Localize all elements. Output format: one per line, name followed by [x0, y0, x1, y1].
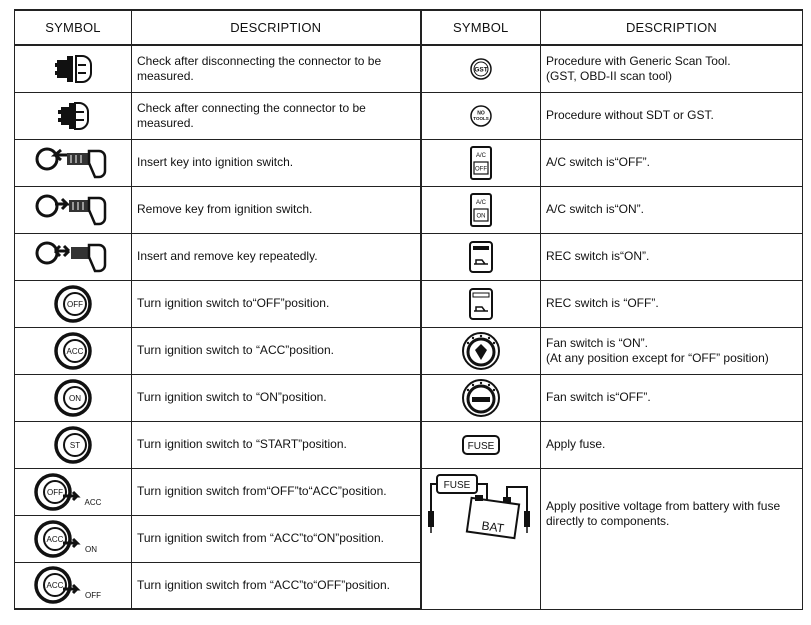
symbol-cell: [15, 421, 132, 468]
ac-switch-off-icon: [469, 145, 493, 181]
ac-switch-on-icon: [469, 192, 493, 228]
description-cell: Check after connecting the connector to be measured.: [132, 92, 421, 139]
ignition-on-icon: [53, 378, 93, 418]
connector-disconnected-icon: [53, 52, 93, 86]
svg-text:OFF: OFF: [474, 166, 487, 172]
svg-text:TOOLS: TOOLS: [473, 115, 489, 121]
remove-key-icon: [35, 192, 111, 228]
symbol-cell: [421, 233, 541, 280]
insert-key-icon: [35, 145, 111, 181]
description-cell: Check after disconnecting the connector to be measured.: [132, 45, 421, 92]
rec-switch-off-icon: [468, 287, 494, 321]
symbol-cell: [15, 468, 132, 515]
symbol-table: [14, 9, 803, 610]
symbol-cell: [421, 374, 541, 421]
table-row: [15, 327, 803, 374]
svg-text:OFF: OFF: [67, 299, 83, 309]
fuse-icon: [461, 434, 501, 456]
fan-switch-off-icon: [461, 378, 501, 418]
description-cell: Apply fuse.: [541, 421, 803, 468]
symbol-cell: [15, 186, 132, 233]
svg-text:ACC: ACC: [46, 534, 64, 544]
table-row: [15, 421, 803, 468]
description-line: directly to components.: [546, 513, 670, 528]
description-cell: Turn ignition switch to “START”position.: [132, 421, 421, 468]
symbol-cell: [421, 468, 541, 609]
svg-text:A/C: A/C: [475, 199, 486, 206]
ignition-start-icon: [53, 425, 93, 465]
description-line: (GST, OBD-II scan tool): [546, 68, 673, 83]
svg-text:BAT: BAT: [480, 517, 505, 535]
description-line: Procedure with Generic Scan Tool.: [546, 53, 731, 68]
description-line: Fan switch is “ON”.: [546, 335, 649, 350]
symbol-cell: [421, 280, 541, 327]
table-row: [15, 468, 803, 515]
description-cell: [541, 468, 803, 609]
table-row: [15, 92, 803, 139]
svg-text:A/C: A/C: [475, 152, 486, 159]
symbol-cell: [421, 186, 541, 233]
symbol-cell: [15, 139, 132, 186]
description-cell: Turn ignition switch to “ON”position.: [132, 374, 421, 421]
description-cell: A/C switch is“ON”.: [541, 186, 803, 233]
symbol-cell: [15, 374, 132, 421]
table-row: [15, 139, 803, 186]
table-row: [15, 374, 803, 421]
symbol-cell: [15, 233, 132, 280]
fan-switch-on-icon: [461, 331, 501, 371]
svg-text:ACC: ACC: [46, 581, 64, 591]
table-row: [15, 233, 803, 280]
ignition-acc-to-off-icon: [33, 565, 113, 605]
header-description-right: DESCRIPTION: [541, 10, 803, 45]
description-cell: Turn ignition switch from “ACC”to“OFF”position.: [132, 562, 421, 609]
symbol-cell: [15, 562, 132, 609]
symbol-cell: [421, 92, 541, 139]
symbol-cell: [15, 92, 132, 139]
header-symbol-left: SYMBOL: [15, 10, 132, 45]
svg-text:NO: NO: [477, 110, 485, 116]
description-cell: Insert and remove key repeatedly.: [132, 233, 421, 280]
insert-remove-key-icon: [35, 239, 111, 275]
header-row: [15, 10, 803, 45]
description-cell: Remove key from ignition switch.: [132, 186, 421, 233]
description-cell: Turn ignition switch to “ACC”position.: [132, 327, 421, 374]
ignition-acc-to-on-icon: [33, 519, 113, 559]
symbol-cell: [421, 421, 541, 468]
description-cell: [541, 45, 803, 92]
battery-fuse-icon: [423, 471, 539, 563]
table-row: [15, 45, 803, 92]
svg-text:OFF: OFF: [47, 487, 63, 497]
rec-switch-on-icon: [468, 240, 494, 274]
symbol-cell: [15, 280, 132, 327]
svg-text:FUSE: FUSE: [467, 440, 495, 452]
symbol-cell: [15, 45, 132, 92]
table-row: [15, 280, 803, 327]
connector-connected-icon: [55, 99, 91, 133]
description-cell: Turn ignition switch from“OFF”to“ACC”position.: [132, 468, 421, 515]
svg-text:ST: ST: [69, 440, 81, 450]
header-symbol-right: SYMBOL: [421, 10, 541, 45]
svg-text:ON: ON: [69, 393, 81, 403]
description-cell: Procedure without SDT or GST.: [541, 92, 803, 139]
description-cell: A/C switch is“OFF”.: [541, 139, 803, 186]
description-line: (At any position except for “OFF” position): [546, 350, 769, 365]
description-cell: Fan switch is“OFF”.: [541, 374, 803, 421]
ignition-off-icon: [53, 284, 93, 324]
description-cell: REC switch is“ON”.: [541, 233, 803, 280]
svg-text:ACC: ACC: [84, 497, 102, 507]
gst-icon: [469, 57, 493, 81]
svg-text:GST: GST: [474, 66, 488, 74]
symbol-cell: [421, 45, 541, 92]
no-tools-icon: [469, 104, 493, 128]
description-line: Apply positive voltage from battery with fuse: [546, 498, 781, 513]
header-description-left: DESCRIPTION: [132, 10, 421, 45]
symbol-cell: [421, 139, 541, 186]
description-cell: Turn ignition switch to“OFF”position.: [132, 280, 421, 327]
description-cell: Turn ignition switch from “ACC”to“ON”position.: [132, 515, 421, 562]
table-row: [15, 186, 803, 233]
svg-text:ON: ON: [85, 544, 97, 554]
symbol-table-container: [14, 9, 802, 610]
svg-text:ON: ON: [476, 213, 486, 219]
ignition-off-to-acc-icon: [33, 472, 113, 512]
symbol-cell: [15, 515, 132, 562]
svg-text:ACC: ACC: [66, 346, 84, 356]
description-cell: Insert key into ignition switch.: [132, 139, 421, 186]
svg-text:OFF: OFF: [85, 591, 101, 601]
description-cell: REC switch is “OFF”.: [541, 280, 803, 327]
ignition-acc-icon: [53, 331, 93, 371]
symbol-cell: [421, 327, 541, 374]
symbol-cell: [15, 327, 132, 374]
description-cell: [541, 327, 803, 374]
svg-text:FUSE: FUSE: [443, 479, 471, 491]
